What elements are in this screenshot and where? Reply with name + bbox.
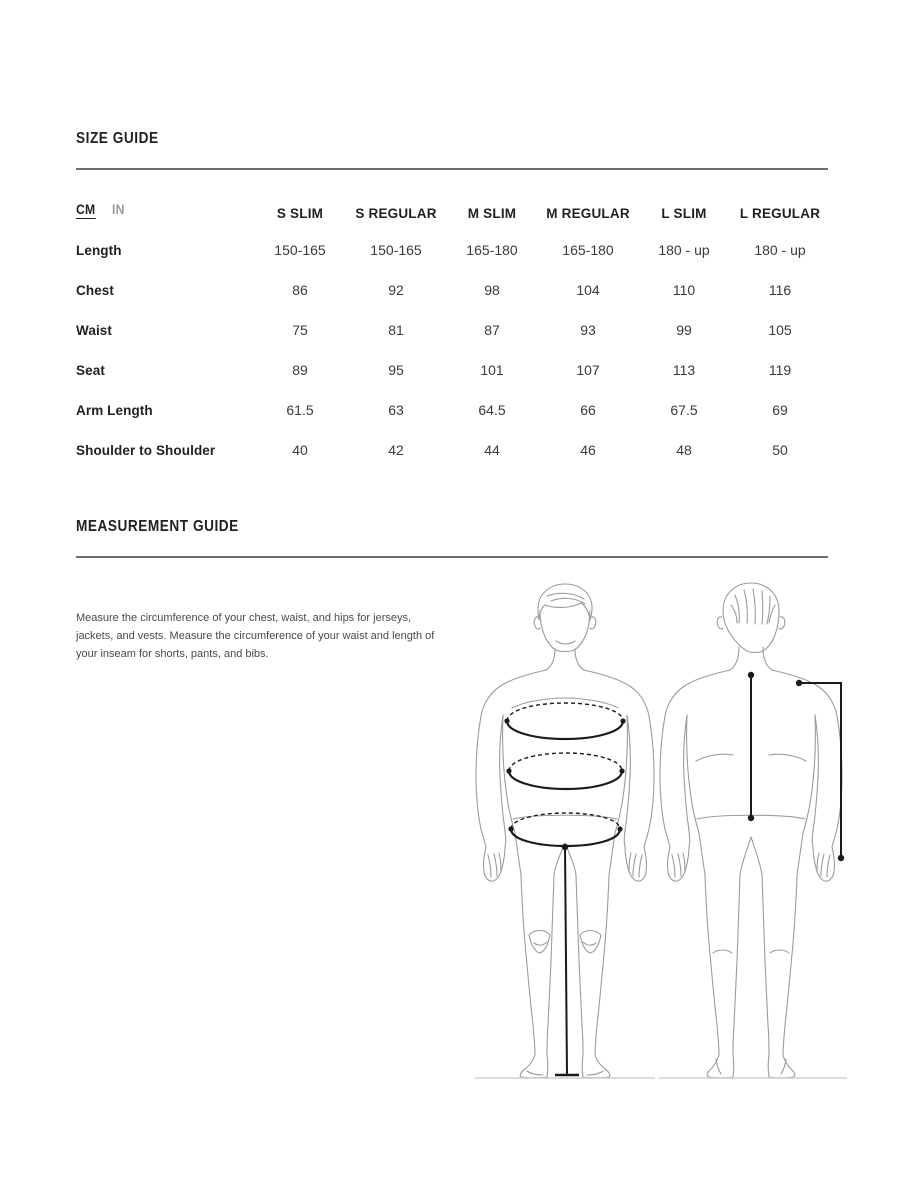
unit-option-in[interactable]: IN [111, 202, 125, 217]
cell-seat-l-slim: 113 [672, 362, 696, 378]
body-diagram-svg [455, 575, 875, 1085]
back-length-measure-line [748, 672, 754, 821]
column-header-l-slim: L SLIM [661, 205, 707, 221]
cell-waist-m-regular: 93 [580, 322, 596, 338]
cell-arm-length-l-slim: 67.5 [670, 402, 698, 418]
cell-chest-l-slim: 110 [672, 282, 696, 298]
cell-chest-l-regular: 116 [768, 282, 792, 298]
section-divider-bottom [76, 556, 828, 558]
cell-length-l-regular: 180 - up [754, 242, 806, 258]
table-row [76, 270, 828, 310]
front-figure [476, 584, 654, 1078]
cell-length-l-slim: 180 - up [658, 242, 710, 258]
row-label-seat: Seat [76, 362, 105, 378]
cell-arm-length-s-slim: 61.5 [286, 402, 314, 418]
table-row [76, 310, 828, 350]
hip-measure-ellipse [508, 813, 622, 846]
measurement-instructions: Measure the circumference of your chest, waist, and hips for jerseys, jackets, and vests. Measure the circumference of your waist and length of your inseam for shorts, pants, and bibs. [76, 612, 435, 660]
cell-arm-length-m-slim: 64.5 [478, 402, 506, 418]
cell-arm-length-s-regular: 63 [388, 402, 404, 418]
row-label-length: Length [76, 242, 122, 258]
section-divider-top [76, 168, 828, 170]
row-label-chest: Chest [76, 282, 115, 298]
cell-waist-s-slim: 75 [292, 322, 308, 338]
cell-shoulder-m-slim: 44 [484, 442, 500, 458]
row-label-waist: Waist [76, 322, 113, 338]
cell-waist-l-slim: 99 [676, 322, 692, 338]
cell-length-s-slim: 150-165 [274, 242, 326, 258]
table-row [76, 390, 828, 430]
column-header-m-regular: M REGULAR [546, 205, 630, 221]
cell-shoulder-s-regular: 42 [388, 442, 404, 458]
column-header-s-slim: S SLIM [276, 205, 324, 221]
back-figure [660, 583, 842, 1078]
cell-waist-m-slim: 87 [484, 322, 500, 338]
inseam-measure-line [555, 844, 579, 1075]
cell-seat-m-regular: 107 [576, 362, 600, 378]
cell-length-s-regular: 150-165 [370, 242, 422, 258]
unit-option-cm[interactable]: CM [76, 202, 96, 217]
column-header-s-regular: S REGULAR [355, 205, 437, 221]
chest-measure-ellipse [504, 703, 625, 739]
table-body [76, 230, 828, 470]
cell-seat-s-regular: 95 [388, 362, 404, 378]
cell-arm-length-m-regular: 66 [580, 402, 596, 418]
page-title: SIZE GUIDE [76, 130, 159, 147]
table-row [76, 230, 828, 270]
row-label-shoulder-to-shoulder: Shoulder to Shoulder [76, 442, 216, 458]
cell-arm-length-l-regular: 69 [772, 402, 788, 418]
table-corner-cell [76, 196, 252, 230]
size-chart-table [76, 196, 828, 470]
column-header-l-regular: L REGULAR [739, 205, 821, 221]
cell-shoulder-s-slim: 40 [292, 442, 308, 458]
cell-shoulder-l-regular: 50 [772, 442, 788, 458]
measurement-figures [455, 575, 875, 1085]
table-row [76, 350, 828, 390]
cell-shoulder-m-regular: 46 [580, 442, 596, 458]
column-header-m-slim: M SLIM [467, 205, 517, 221]
cell-seat-s-slim: 89 [292, 362, 308, 378]
cell-length-m-regular: 165-180 [562, 242, 614, 258]
waist-measure-ellipse [506, 753, 624, 789]
cell-seat-l-regular: 119 [768, 362, 792, 378]
cell-chest-s-regular: 92 [388, 282, 404, 298]
table-header-row [76, 196, 828, 230]
table-row [76, 430, 828, 470]
cell-seat-m-slim: 101 [480, 362, 504, 378]
cell-waist-l-regular: 105 [768, 322, 792, 338]
row-label-arm-length: Arm Length [76, 402, 153, 418]
measurement-guide-title: MEASUREMENT GUIDE [76, 518, 239, 535]
cell-chest-s-slim: 86 [292, 282, 308, 298]
cell-waist-s-regular: 81 [388, 322, 404, 338]
cell-length-m-slim: 165-180 [466, 242, 518, 258]
table-header [76, 196, 828, 230]
cell-chest-m-regular: 104 [576, 282, 600, 298]
cell-chest-m-slim: 98 [484, 282, 500, 298]
cell-shoulder-l-slim: 48 [676, 442, 692, 458]
